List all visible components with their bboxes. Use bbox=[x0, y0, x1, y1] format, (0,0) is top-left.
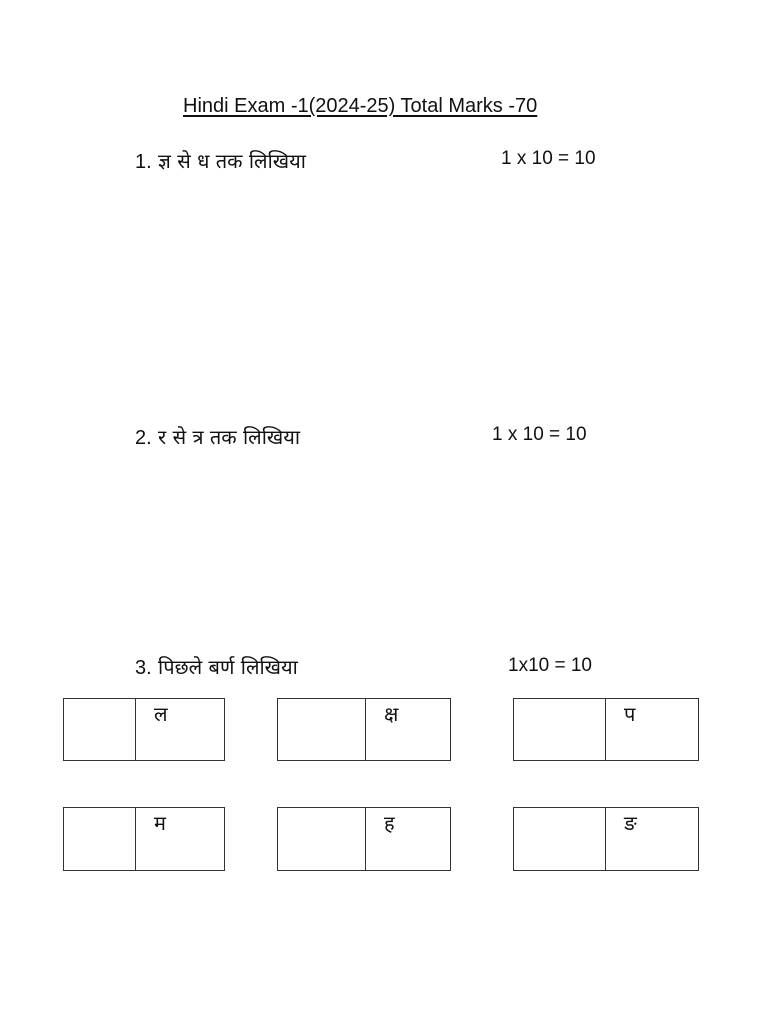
answer-blank[interactable] bbox=[278, 808, 366, 870]
answer-box bbox=[277, 698, 451, 761]
given-letter: ल bbox=[154, 702, 168, 726]
answer-blank[interactable] bbox=[278, 699, 366, 760]
given-letter: ङ bbox=[624, 811, 637, 835]
exam-title: Hindi Exam -1(2024-25) Total Marks -70 bbox=[183, 95, 538, 117]
answer-box bbox=[63, 807, 225, 871]
given-letter: ह bbox=[384, 811, 395, 835]
question-3-marks: 1x10 = 10 bbox=[508, 655, 592, 676]
answer-blank[interactable] bbox=[64, 808, 136, 870]
answer-box bbox=[63, 698, 225, 761]
answer-blank[interactable] bbox=[514, 808, 606, 870]
answer-box bbox=[513, 807, 699, 871]
answer-box bbox=[513, 698, 699, 761]
given-letter: म bbox=[154, 811, 166, 835]
question-number: 1. bbox=[135, 151, 152, 173]
question-1 bbox=[135, 147, 306, 174]
question-2 bbox=[135, 423, 300, 450]
question-number: 3. bbox=[135, 657, 152, 679]
question-text: पिछले बर्ण लिखिया bbox=[158, 655, 298, 679]
answer-box bbox=[277, 807, 451, 871]
question-3 bbox=[135, 653, 298, 680]
answer-blank[interactable] bbox=[514, 699, 606, 760]
question-text: र से त्र तक लिखिया bbox=[158, 425, 301, 449]
question-2-marks: 1 x 10 = 10 bbox=[492, 424, 587, 445]
given-letter: प bbox=[624, 702, 636, 726]
given-letter: क्ष bbox=[384, 702, 399, 726]
answer-blank[interactable] bbox=[64, 699, 136, 760]
question-number: 2. bbox=[135, 427, 152, 449]
question-text: ज्ञ से ध तक लिखिया bbox=[158, 149, 306, 173]
question-1-marks: 1 x 10 = 10 bbox=[501, 148, 596, 169]
